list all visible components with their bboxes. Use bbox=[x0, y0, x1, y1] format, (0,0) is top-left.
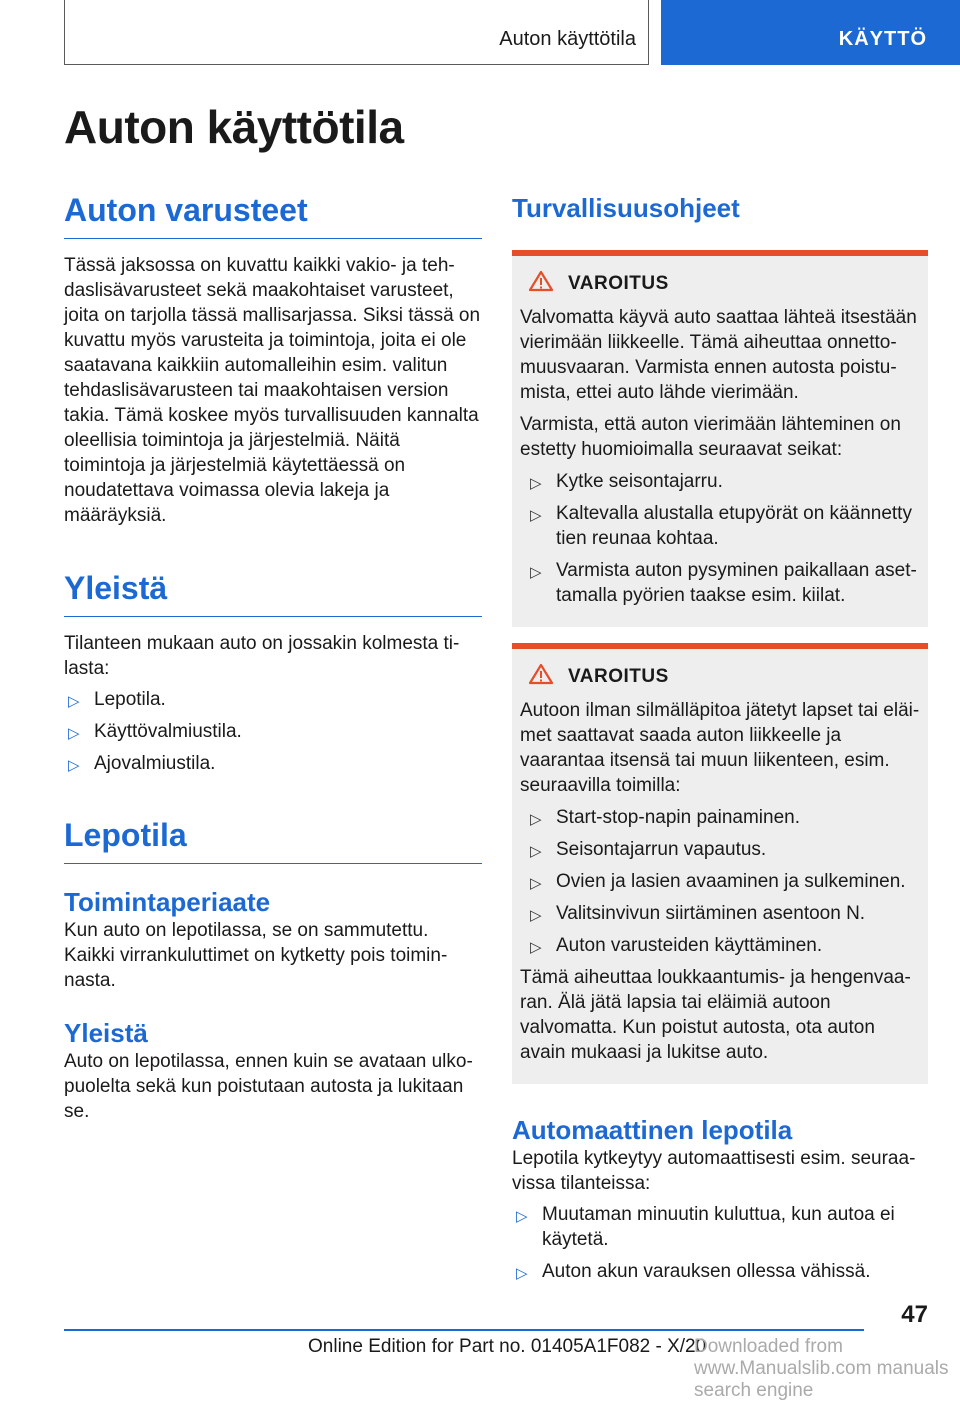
page-number: 47 bbox=[901, 1301, 928, 1328]
list-item: ▷ Kytke seisontajarru. bbox=[520, 469, 920, 494]
triangle-right-icon: ▷ bbox=[530, 475, 542, 492]
list-automaattinen bbox=[512, 1202, 928, 1284]
warning-label: VAROITUS bbox=[568, 272, 669, 294]
paragraph-automaattinen-lepotila: Lepotila kytkeytyy automaattisesti esim. seuraavissa tilanteissa: bbox=[512, 1148, 916, 1194]
list-item: ▷ Auton akun varauksen ollessa vähissä. bbox=[512, 1259, 928, 1284]
list-item: ▷ Kaltevalla alustalla etupyörät on käännetty tien reunaa kohtaa. bbox=[530, 503, 912, 549]
heading-turvallisuusohjeet: Turvallisuusohjeet bbox=[512, 193, 740, 223]
triangle-right-icon: ▷ bbox=[68, 725, 80, 742]
heading-yleista: Yleistä bbox=[64, 568, 482, 617]
list-item: ▷ Seisontajarrun vapautus. bbox=[520, 837, 920, 862]
heading-auton-varusteet: Auton varusteet bbox=[64, 190, 482, 239]
list-item: ▷ Ovien ja lasien avaaminen ja sulkeminen. bbox=[520, 869, 920, 894]
list-tilat bbox=[64, 687, 482, 776]
paragraph-lepotila-yleista: Auto on lepotilassa, ennen kuin se avataan ulkopuolelta sekä kun poistutaan autosta ja lukitaan se. bbox=[64, 1051, 473, 1122]
warning-text: Tämä aiheuttaa loukkaantumis- ja hengenvaaran. Älä jätä lapsia tai eläimiä autoon valvomatta. Kun poistut autosta, ota auton avain mukaasi ja lukitse auto. bbox=[520, 967, 911, 1063]
footer-divider bbox=[64, 1329, 864, 1331]
triangle-right-icon: ▷ bbox=[516, 1208, 528, 1225]
list-item: ▷ Auton varusteiden käyttäminen. bbox=[520, 933, 920, 958]
header-section-tab bbox=[64, 0, 649, 65]
warning-text: Autoon ilman silmälläpitoa jätetyt lapset tai eläimet saattavat saada auton liikkeelle ja vaarantaa itsensä tai muun liikenteen, esim. seuraavilla toimilla: bbox=[520, 700, 920, 796]
triangle-right-icon: ▷ bbox=[530, 907, 542, 924]
warning-label: VAROITUS bbox=[568, 665, 669, 687]
warning-list bbox=[520, 469, 920, 608]
warning-triangle-icon bbox=[528, 270, 554, 297]
triangle-right-icon: ▷ bbox=[530, 811, 542, 828]
heading-automaattinen-lepotila: Automaattinen lepotila bbox=[512, 1115, 793, 1145]
header-chapter-tab bbox=[661, 0, 960, 65]
paragraph-yleista: Tilanteen mukaan auto on jossakin kolmesta tilasta: bbox=[64, 633, 460, 679]
triangle-right-icon: ▷ bbox=[530, 939, 542, 956]
footer-watermark: Downloaded from www.Manualslib.com manuals search engine bbox=[694, 1336, 949, 1401]
triangle-right-icon: ▷ bbox=[68, 757, 80, 774]
header-section-title: Auton käyttötila bbox=[499, 28, 636, 50]
page-title: Auton käyttötila bbox=[64, 101, 404, 153]
list-item: ▷ Lepotila. bbox=[64, 687, 482, 712]
heading-toimintaperiaate: Toimintaperiaate bbox=[64, 887, 271, 917]
warning-triangle-icon bbox=[528, 663, 554, 690]
warning-text: Valvomatta käyvä auto saattaa lähteä itsestään vierimään liikkeelle. Tämä aiheuttaa onnettomuusvaaran. Varmista ennen autosta poistumista, ettei auto lähde vierimään. bbox=[520, 307, 917, 403]
list-item: ▷ Valitsinvivun siirtäminen asentoon N. bbox=[520, 901, 920, 926]
triangle-right-icon: ▷ bbox=[530, 564, 542, 581]
warning-list bbox=[520, 805, 920, 958]
triangle-right-icon: ▷ bbox=[530, 875, 542, 892]
triangle-right-icon: ▷ bbox=[530, 507, 542, 524]
warning-box-1 bbox=[512, 250, 928, 627]
heading-lepotila: Lepotila bbox=[64, 815, 482, 864]
heading-lepotila-yleista: Yleistä bbox=[64, 1018, 148, 1048]
list-item: ▷ Ajovalmiustila. bbox=[64, 751, 482, 776]
triangle-right-icon: ▷ bbox=[516, 1265, 528, 1282]
paragraph-toimintaperiaate: Kun auto on lepotilassa, se on sammutettu. Kaikki virrankuluttimet on kytketty pois toiminnasta. bbox=[64, 920, 448, 991]
triangle-right-icon: ▷ bbox=[530, 843, 542, 860]
footer-edition: Online Edition for Part no. 01405A1F082 - X/20 bbox=[308, 1336, 707, 1357]
list-item: ▷ Start-stop-napin painaminen. bbox=[520, 805, 920, 830]
warning-text: Varmista, että auton vierimään lähteminen on estetty huomioimalla seuraavat seikat: bbox=[520, 414, 901, 460]
list-item: ▷ Muutaman minuutin kuluttua, kun autoa ei käytetä. bbox=[516, 1204, 895, 1250]
warning-box-2 bbox=[512, 643, 928, 1084]
list-item: ▷ Varmista auton pysyminen paikallaan asettamalla pyörien taakse esim. kiilat. bbox=[530, 560, 917, 606]
right-column bbox=[512, 190, 928, 1291]
left-column bbox=[64, 190, 482, 1124]
paragraph-varusteet: Tässä jaksossa on kuvattu kaikki vakio- ja tehdaslisävarusteet sekä maakohtaiset varusteet, joita on tarjolla tässä mallisarjassa. Siksi tässä on kuvattu myös varusteita ja toimintoja, joita ei ole saatavana kaikkiin automalleihin esim. valitun tehdaslisävarusteen tai maakohtaisen version takia. Tämä koskee myös turvallisuuden kannalta oleellisia toimintoja ja järjestelmiä. Näitä toimintoja ja järjestelmiä käytettäessä on noudatettava voimassa olevia lakeja ja määräyksiä. bbox=[64, 255, 481, 526]
triangle-right-icon: ▷ bbox=[68, 693, 80, 710]
list-item: ▷ Käyttövalmiustila. bbox=[64, 719, 482, 744]
header-chapter-title: KÄYTTÖ bbox=[838, 28, 927, 50]
